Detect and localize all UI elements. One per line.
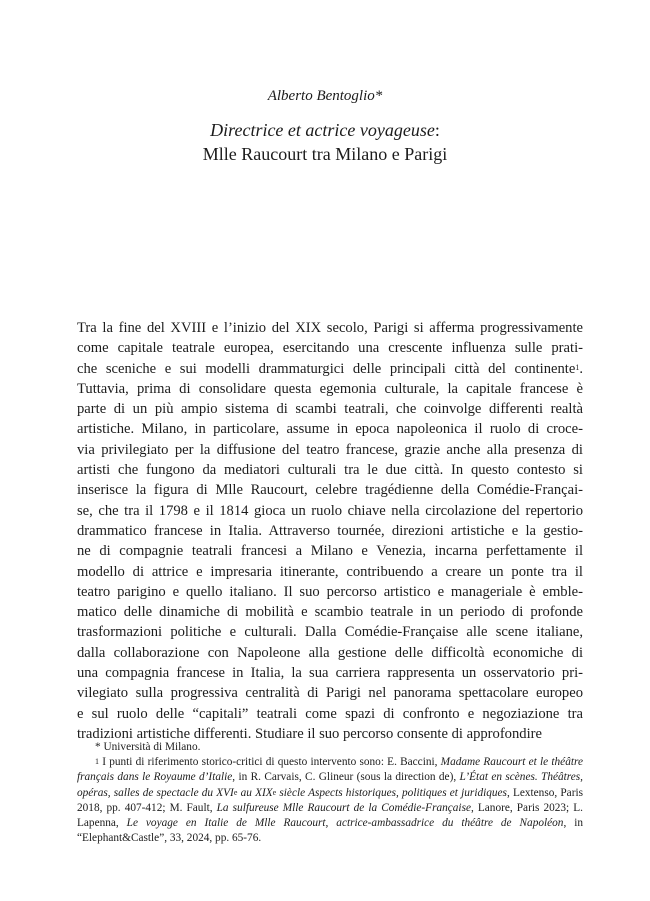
body-line: via privilegiato per la diffusione del teatro francese, grazie anche alla presenza di: [77, 441, 583, 458]
body-line: e sul ruolo delle “capitali” teatrali come spazi di confronto e negoziazione tra: [77, 705, 583, 722]
body-line: parte di un più ampio sistema di scambi teatrali, che coinvolge differenti realtà: [77, 401, 583, 418]
footnote-ref: 1: [575, 362, 580, 372]
body-text: [77, 318, 583, 744]
body-line: artisti che fungono da mediatori culturali tra le due città. In questo contesto si: [77, 462, 583, 479]
footnotes: [77, 740, 583, 846]
body-line: matico delle dinamiche di mobilità e scambio teatrale in un periodo di profonde: [77, 604, 583, 621]
body-line: modello di attrice e impresaria itinerante, contribuendo a creare un ponte tra il: [77, 563, 583, 580]
footnote-affiliation: * Università di Milano.: [95, 741, 201, 753]
author-name: Alberto Bentoglio*: [267, 88, 383, 104]
body-line: trasformazioni politiche e culturali. Dalla Comédie-Française alle scene italiane,: [77, 624, 583, 641]
body-line: artistiche. Milano, in particolare, assume in epoca napoleonica il ruolo di croce-: [77, 421, 583, 438]
title-line-1: Directrice et actrice voyageuse:: [210, 120, 440, 140]
body-line: come capitale teatrale europea, esercitando una crescente influenza sulle prati-: [77, 340, 583, 357]
body-line: ne di compagnie teatrali francesi a Milano e Venezia, incarna perfettamente il: [77, 543, 583, 560]
body-line: inserisce la figura di Mlle Raucourt, celebre tragédienne della Comédie-Françai-: [77, 482, 583, 499]
title-line-2: Mlle Raucourt tra Milano e Parigi: [202, 144, 448, 164]
article-title: [0, 118, 650, 166]
body-line: Tuttavia, prima di consolidare questa egemonia culturale, la capitale francese è: [77, 380, 583, 397]
body-line: vilegiato sulla progressiva centralità di Parigi nel panorama spettacolare europeo: [77, 685, 583, 702]
body-line: drammatico francese in Italia. Attraverso tournée, direzioni artistiche e la gestio-: [77, 522, 583, 539]
body-line: [77, 359, 583, 379]
body-line: una compagnia francese in Italia, la sua carriera rappresenta un osservatorio pri-: [77, 665, 583, 682]
footnote-1: $^1$ I punti di riferimento storico-critici di questo intervento sono: E. Baccini, Madame Raucourt et le théâtre français dans le Royaume d’Italie, in R. Carvais, C. Glineur (sous la direction de), L’État en scènes. Théâtres, opéras, salles de spectacle du XVIe au XIXe siècle Aspects historiques, politiques et juridiques, Lextenso, Paris 2018, pp. 407-412; M. Fault, La sulfureuse Mlle Raucourt de la Comédie-Française, Lanore, Paris 2023; L. Lapenna, Le voyage en Italie de Mlle Raucourt, actrice-ambassadrice du théâtre de Napoléon, in “Elephant&Castle”, 33, 2024, pp. 65-76.: [77, 756, 584, 845]
body-line: teatro parigino e quello italiano. Il suo percorso artistico e manageriale è emble-: [77, 583, 583, 600]
body-line: Tra la fine del XVIII e l’inizio del XIX secolo, Parigi si afferma progressivamente: [77, 320, 583, 336]
body-line-text: che sceniche e sui modelli drammaturgici delle principali città del continente: [77, 360, 576, 377]
body-line: dalla collaborazione con Napoleone alla gestione delle difficoltà economiche di: [77, 644, 583, 661]
body-line: se, che tra il 1798 e il 1814 gioca un ruolo chiave nella circolazione del repertorio: [77, 502, 583, 519]
body-line: tradizioni artistiche differenti. Studiare il suo percorso consente di approfondire: [77, 725, 542, 742]
body-line-end: .: [579, 360, 583, 377]
